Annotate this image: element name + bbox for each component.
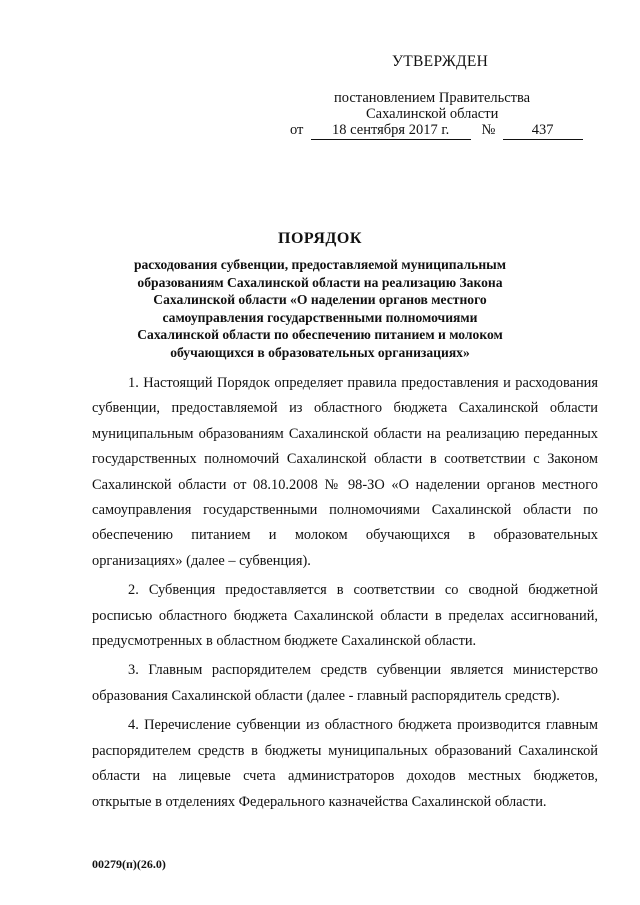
approval-line-1: постановлением Правительства — [334, 90, 531, 106]
footer-code: 00279(п)(26.0) — [92, 857, 166, 871]
approval-heading: УТВЕРЖДЕН — [392, 53, 489, 70]
from-label: от — [290, 122, 304, 138]
approval-date: 18 сентября 2017 г. — [311, 121, 471, 140]
document-title: ПОРЯДОК — [278, 230, 362, 247]
approval-number: 437 — [503, 121, 583, 140]
paragraph-4: 4. Перечисление субвенции из областного бюджета производится главным распорядителем средств в бюджеты муниципальных образований Сахалинской области на лицевые счета администраторов доходов местных бюджетов, открытые в отделениях Федерального казначейства Сахалинской области. — [92, 717, 598, 810]
approval-line-2: Сахалинской области — [366, 106, 499, 122]
paragraph-1: 1. Настоящий Порядок определяет правила предоставления и расходования субвенции, предоставляемой из областного бюджета Сахалинской области муниципальным образованиям Сахалинской области на реализацию переданных государственных полномочий Сахалинской области в соответствии с Законом Сахалинской области от 08.10.2008 № 98-ЗО «О наделении органов местного самоуправления государственными полномочиями Сахалинской области по обеспечению питанием и молоком обучающихся в образовательных организациях» (далее – субвенция). — [92, 375, 598, 569]
number-label: № — [481, 122, 496, 138]
paragraph-2: 2. Субвенция предоставляется в соответствии со сводной бюджетной росписью областного бюджета Сахалинской области в пределах ассигнований, предусмотренных в областном бюджете Сахалинской области. — [92, 582, 598, 650]
approval-date-line — [290, 120, 583, 140]
document-body — [92, 371, 598, 819]
document-subtitle: расходования субвенции, предоставляемой муниципальным образованиям Сахалинской области на реализацию Закона Сахалинской области «О наделении органов местного самоуправления государственными полномочиями Сахалинской области по обеспечению питанием и молоком обучающихся в образовательных организациях» — [133, 257, 507, 360]
paragraph-3: 3. Главным распорядителем средств субвенции является министерство образования Сахалинской области (далее - главный распорядитель средств). — [92, 662, 598, 704]
